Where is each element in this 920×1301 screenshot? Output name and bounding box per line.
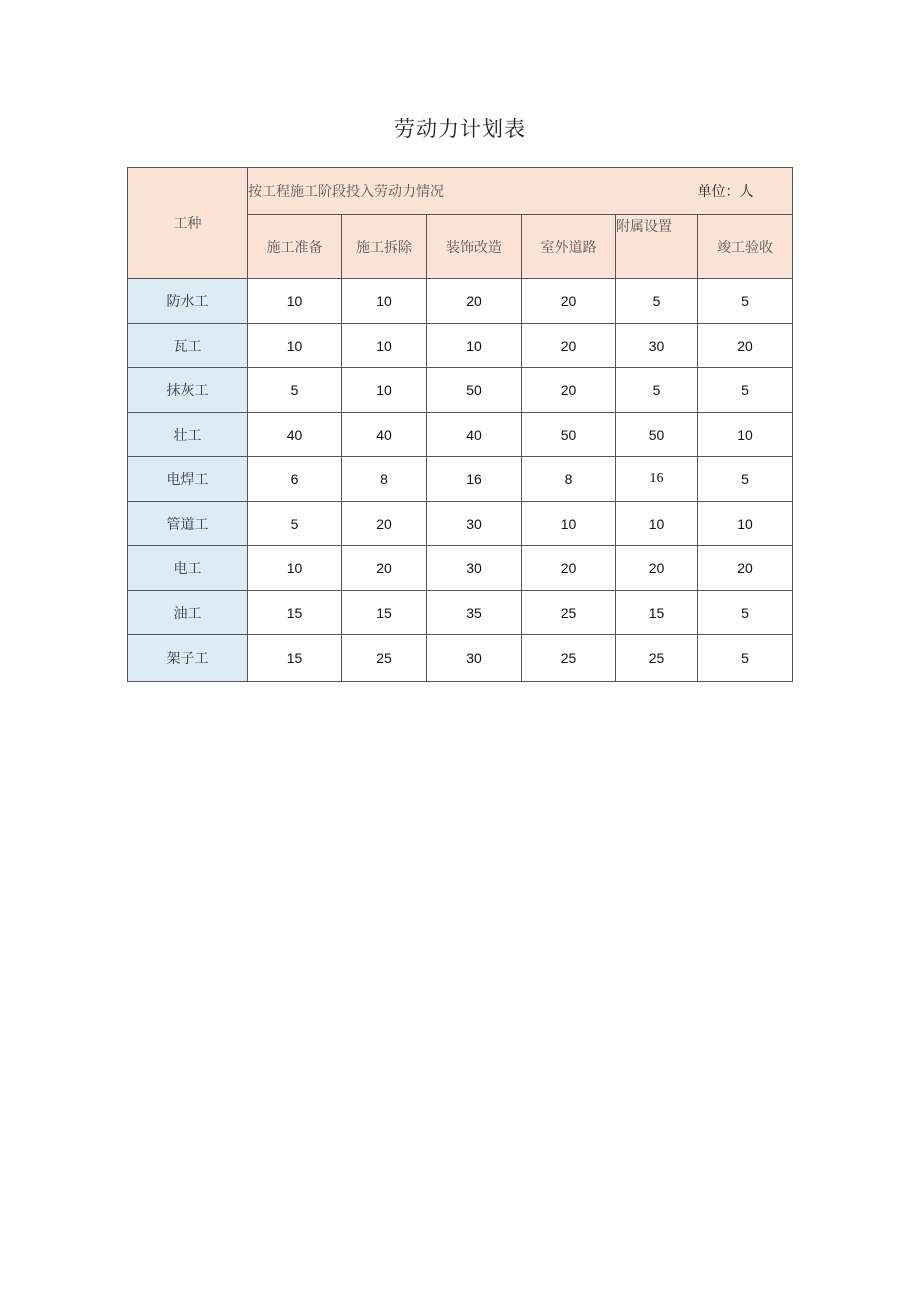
- table-cell: 25: [522, 591, 616, 635]
- labor-plan-table: [127, 167, 793, 682]
- table-row: [128, 457, 793, 502]
- table-cell: 10: [616, 502, 698, 546]
- trade-name: 电工: [128, 546, 248, 591]
- table-cell: 10: [522, 502, 616, 546]
- table-row: [128, 368, 793, 413]
- phase-header-6: 竣工验收: [698, 215, 793, 279]
- trade-name: 瓦工: [128, 324, 248, 368]
- table-cell: 5: [698, 591, 793, 635]
- table-cell: 5: [698, 279, 793, 324]
- trade-name: 抹灰工: [128, 368, 248, 413]
- table-cell: 25: [342, 635, 427, 682]
- table-cell: 20: [342, 546, 427, 591]
- page-title: 劳动力计划表: [394, 117, 526, 141]
- table-cell: 6: [248, 457, 342, 502]
- table-cell: 25: [522, 635, 616, 682]
- table-cell: 5: [248, 368, 342, 413]
- table-cell: 5: [616, 279, 698, 324]
- trade-name: 架子工: [128, 635, 248, 682]
- table-cell: 30: [427, 635, 522, 682]
- table-cell: 15: [248, 635, 342, 682]
- trade-column-header: 工种: [128, 168, 248, 279]
- table-cell: 40: [342, 413, 427, 457]
- table-row: [128, 502, 793, 546]
- table-cell: 20: [342, 502, 427, 546]
- table-cell: 50: [427, 368, 522, 413]
- table-row: [128, 546, 793, 591]
- table-cell: 5: [698, 368, 793, 413]
- table-cell: 30: [427, 502, 522, 546]
- table-cell: 30: [427, 546, 522, 591]
- table-cell: 5: [616, 368, 698, 413]
- table-row: [128, 279, 793, 324]
- table-cell: 15: [342, 591, 427, 635]
- table-cell: 20: [698, 546, 793, 591]
- table-cell: 20: [522, 546, 616, 591]
- phase-header-3: 装饰改造: [427, 215, 522, 279]
- table-cell: 10: [427, 324, 522, 368]
- table-cell: 50: [522, 413, 616, 457]
- trade-name: 管道工: [128, 502, 248, 546]
- table-row: [128, 635, 793, 682]
- table-cell: 20: [616, 546, 698, 591]
- table-cell: 15: [248, 591, 342, 635]
- unit-label: 单位：人: [698, 168, 793, 215]
- trade-name: 电焊工: [128, 457, 248, 502]
- table-row: [128, 591, 793, 635]
- table-cell: 20: [427, 279, 522, 324]
- table-cell: 20: [698, 324, 793, 368]
- table-cell: 10: [248, 324, 342, 368]
- table-cell: 5: [698, 457, 793, 502]
- table-cell: 10: [248, 279, 342, 324]
- phase-header-1: 施工准备: [248, 215, 342, 279]
- table-cell: 16: [427, 457, 522, 502]
- table-row: [128, 413, 793, 457]
- table-cell: 30: [616, 324, 698, 368]
- table-cell: 5: [698, 635, 793, 682]
- trade-name: 壮工: [128, 413, 248, 457]
- trade-name: 防水工: [128, 279, 248, 324]
- table-cell: 8: [342, 457, 427, 502]
- phase-header-2: 施工拆除: [342, 215, 427, 279]
- table-caption: 按工程施工阶段投入劳动力情况: [248, 168, 698, 215]
- table-cell: 15: [616, 591, 698, 635]
- table-cell: 20: [522, 279, 616, 324]
- table-row: [128, 324, 793, 368]
- table-cell: 16: [616, 457, 698, 502]
- phase-header-5: 附属设置: [616, 215, 698, 279]
- table-cell: 35: [427, 591, 522, 635]
- phase-header-4: 室外道路: [522, 215, 616, 279]
- table-cell: 10: [342, 368, 427, 413]
- table-cell: 5: [248, 502, 342, 546]
- table-cell: 10: [698, 502, 793, 546]
- table-cell: 40: [248, 413, 342, 457]
- table-cell: 25: [616, 635, 698, 682]
- table-cell: 8: [522, 457, 616, 502]
- table-cell: 20: [522, 324, 616, 368]
- table-cell: 40: [427, 413, 522, 457]
- trade-name: 油工: [128, 591, 248, 635]
- table-cell: 20: [522, 368, 616, 413]
- table-cell: 10: [342, 279, 427, 324]
- table-cell: 10: [342, 324, 427, 368]
- table-cell: 10: [698, 413, 793, 457]
- table-cell: 50: [616, 413, 698, 457]
- header-row-caption: [128, 168, 793, 215]
- table-cell: 10: [248, 546, 342, 591]
